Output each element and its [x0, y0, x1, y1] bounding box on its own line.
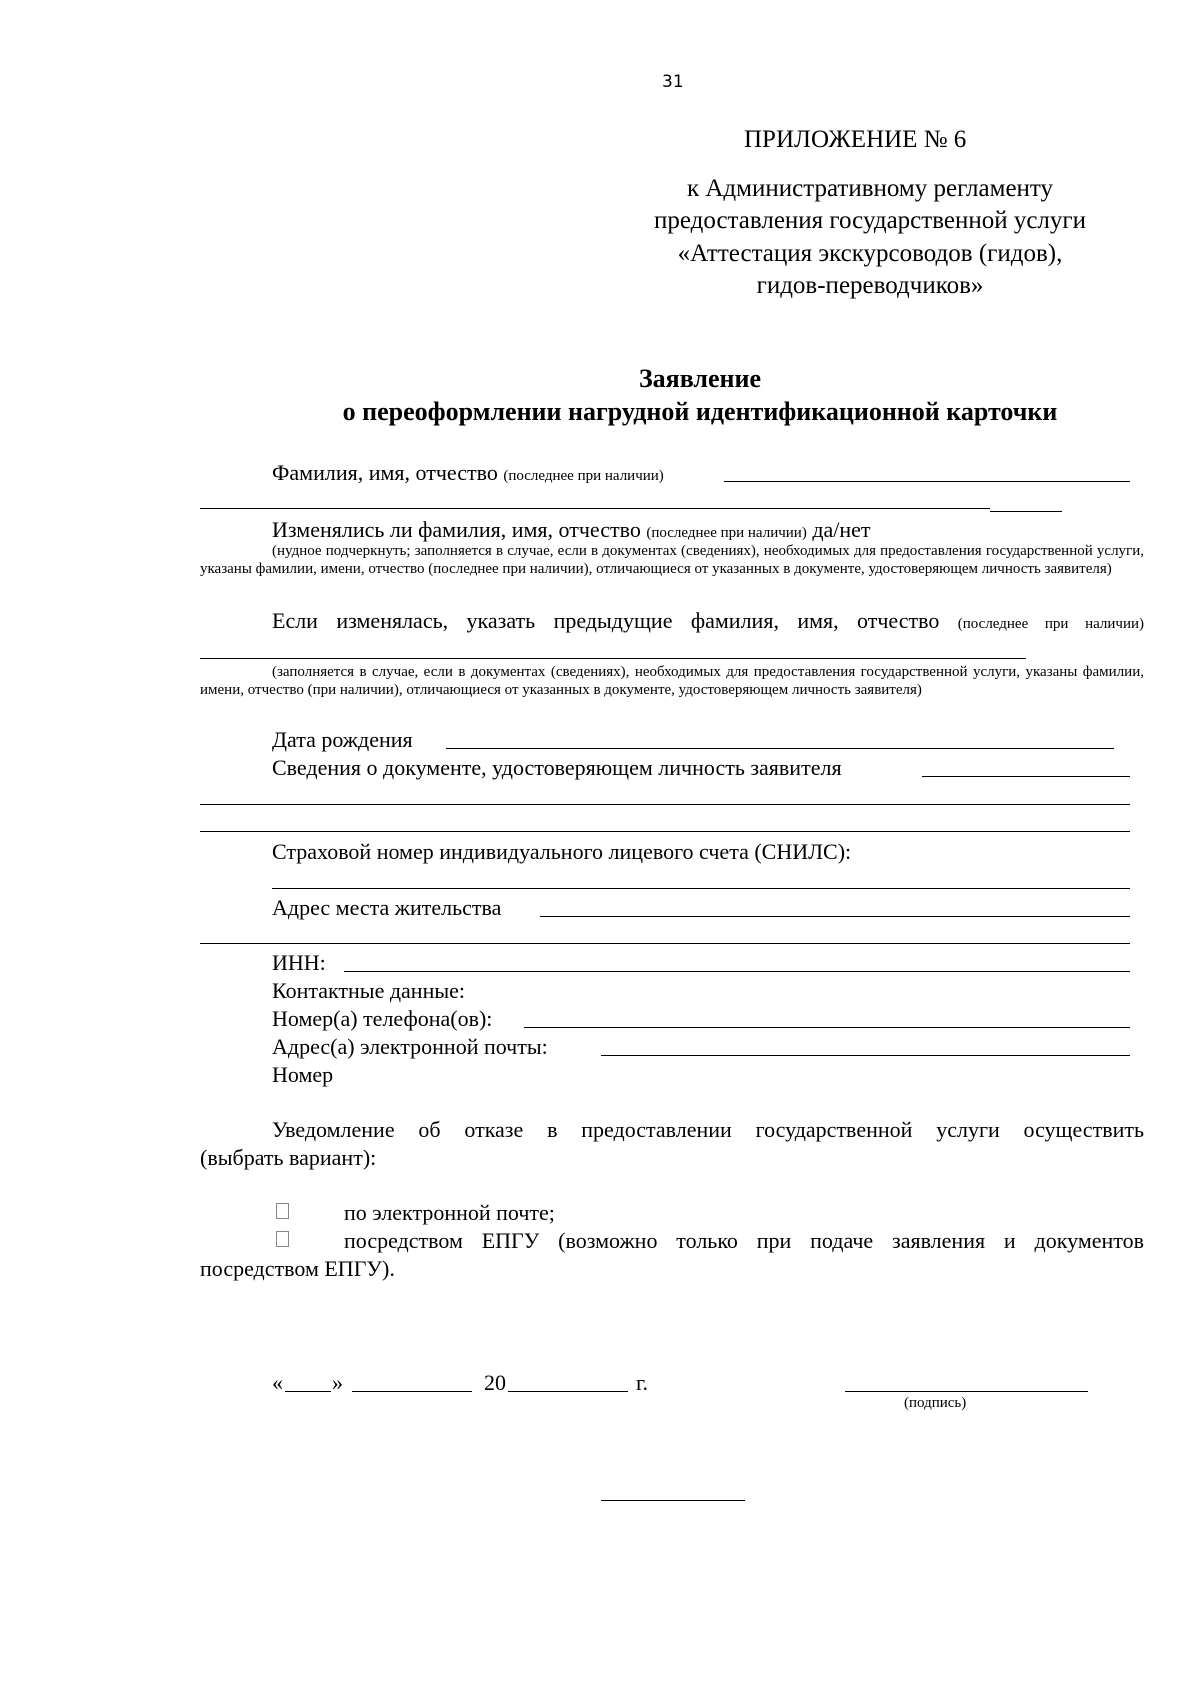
previous-name-field[interactable] — [200, 658, 1026, 659]
snils-field[interactable] — [272, 888, 1130, 889]
header-line: гидов-переводчиков» — [756, 272, 984, 299]
option-email-label: по электронной почте; — [344, 1200, 555, 1225]
fio-label-text: Фамилия, имя, отчество — [272, 460, 498, 485]
closing-divider — [601, 1500, 745, 1501]
previous-name-note: (последнее при наличии) — [957, 616, 1145, 632]
appendix-title: ПРИЛОЖЕНИЕ № 6 — [744, 126, 967, 153]
fio-label — [272, 460, 664, 486]
birth-date-label: Дата рождения — [272, 727, 413, 752]
address-label: Адрес места жительства — [272, 895, 502, 920]
notification-intro-line2: (выбрать вариант): — [200, 1145, 377, 1170]
id-document-field-line2[interactable] — [200, 804, 1130, 805]
address-field[interactable] — [540, 916, 1130, 917]
previous-name-help-text: (заполняется в случае, если в документах (сведениях), необходимых для предоставления государственной услуги, указаны фамилии, имени, отчество (при наличии), отличающиеся от указанных в документе, удостоверяющем личность заявителя) — [200, 664, 1144, 698]
date-year-prefix: 20 — [484, 1370, 506, 1395]
previous-name-text: Если изменялась, указать предыдущие фамилия, имя, отчество — [272, 608, 940, 633]
date-month-field[interactable] — [352, 1391, 472, 1392]
header-line: к Административному регламенту — [686, 175, 1054, 202]
date-quote-close: » — [332, 1370, 343, 1395]
option-epgu-label: посредством ЕПГУ (возможно только при подаче заявления и документов — [344, 1228, 1144, 1253]
document-title: Заявление — [638, 364, 762, 393]
snils-label: Страховой номер индивидуального лицевого счета (СНИЛС): — [272, 839, 852, 864]
fio-note: (последнее при наличии) — [503, 468, 664, 484]
fio-field-continued[interactable] — [200, 508, 990, 509]
notification-intro: Уведомление об отказе в предоставлении государственной услуги осуществить — [272, 1117, 1144, 1142]
name-changed-label — [272, 517, 871, 543]
email-checkbox[interactable] — [276, 1203, 289, 1219]
emails-field[interactable] — [601, 1055, 1130, 1056]
option-epgu-label-line2: посредством ЕПГУ). — [200, 1256, 395, 1281]
number-label: Номер — [272, 1062, 334, 1087]
emails-label: Адрес(а) электронной почты: — [272, 1034, 548, 1059]
epgu-checkbox[interactable] — [276, 1231, 289, 1247]
phones-label: Номер(а) телефона(ов): — [272, 1006, 493, 1031]
name-changed-note: (последнее при наличии) — [646, 525, 807, 541]
name-changed-help — [200, 543, 1144, 578]
inn-field[interactable] — [344, 971, 1130, 972]
inn-label: ИНН: — [272, 950, 326, 975]
signature-field[interactable] — [845, 1391, 1088, 1392]
id-document-label: Сведения о документе, удостоверяющем личность заявителя — [272, 755, 842, 780]
date-year-suffix: г. — [636, 1370, 649, 1395]
name-changed-text: Изменялись ли фамилия, имя, отчество — [272, 517, 641, 542]
document-subtitle: о переоформлении нагрудной идентификационной карточки — [342, 397, 1058, 426]
previous-name-help — [200, 664, 1144, 699]
signature-caption: (подпись) — [904, 1395, 967, 1411]
fio-field-tail[interactable] — [990, 511, 1062, 512]
date-year-field[interactable] — [508, 1391, 628, 1392]
page-number: 31 — [662, 72, 684, 92]
id-document-field-line3[interactable] — [200, 831, 1130, 832]
id-document-field[interactable] — [922, 776, 1130, 777]
name-changed-help-text: (нудное подчеркнуть; заполняется в случае, если в документах (сведениях), необходимых для предоставления государственной услуги, указаны фамилии, имени, отчество (последнее при наличии), отличающиеся от указанных в документе, удостоверяющем личность заявителя) — [200, 543, 1144, 577]
previous-name-label — [272, 608, 1144, 634]
date-quote-open: « — [272, 1370, 283, 1395]
birth-date-field[interactable] — [446, 748, 1114, 749]
fio-field[interactable] — [724, 481, 1130, 482]
name-changed-options[interactable]: да/нет — [812, 517, 871, 542]
address-field-line2[interactable] — [200, 943, 1130, 944]
contacts-label: Контактные данные: — [272, 978, 465, 1003]
phones-field[interactable] — [524, 1027, 1130, 1028]
date-day-field[interactable] — [285, 1391, 331, 1392]
header-line: предоставления государственной услуги — [653, 207, 1087, 234]
header-line: «Аттестация экскурсоводов (гидов), — [677, 240, 1063, 267]
